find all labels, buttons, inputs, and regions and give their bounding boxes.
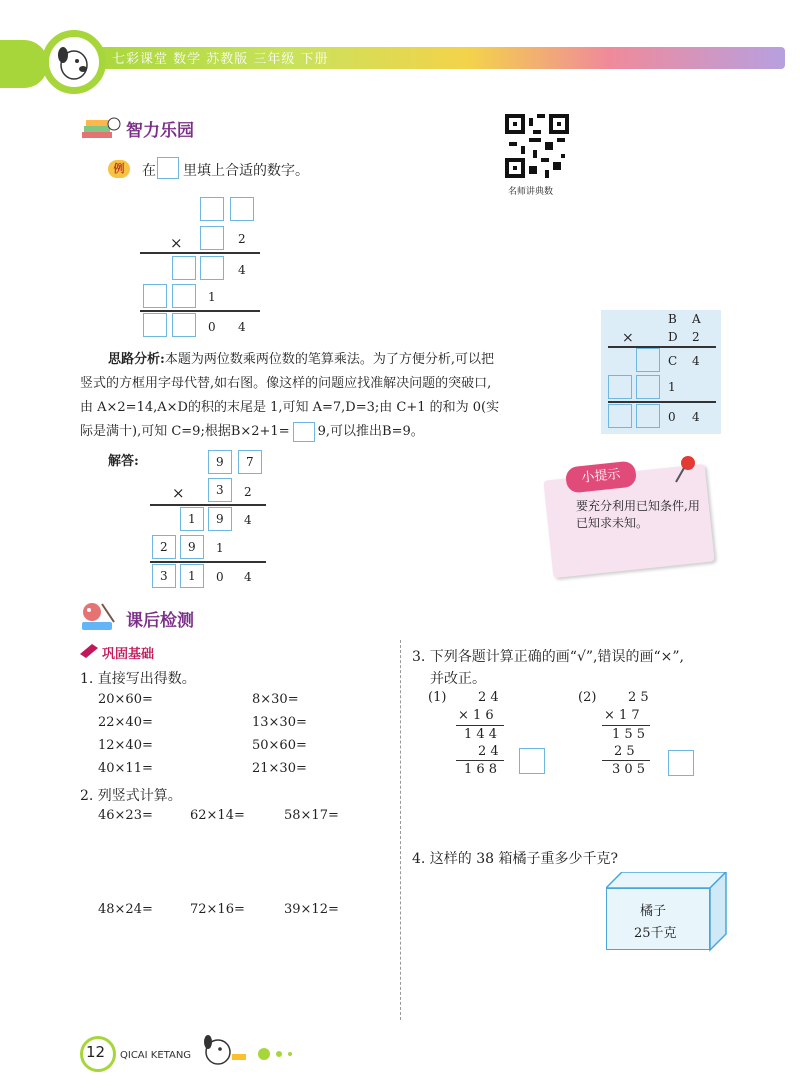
answer-row4-4: 4 — [244, 570, 252, 584]
q3-p1-b: × 1 6 — [458, 708, 494, 723]
q1-item-5: 12×40= — [98, 738, 153, 753]
subtag-basics: 巩固基础 — [102, 647, 155, 662]
crate-side-icon — [708, 872, 728, 952]
footer-dot-3 — [288, 1052, 292, 1056]
q3-p2-c: 1 5 5 — [612, 727, 646, 742]
letter-row4-0: 0 — [668, 410, 676, 424]
answer-row4-2: 1 — [188, 569, 196, 583]
letter-A: A — [692, 312, 701, 326]
question-suffix: 里填上合适的数字。 — [183, 163, 309, 179]
q3-p2-line-1 — [602, 725, 650, 726]
pencil-tag-icon — [80, 644, 98, 658]
answer-top-2: 7 — [246, 455, 254, 469]
answer-row4-3: 0 — [216, 570, 224, 584]
q1-item-1: 20×60= — [98, 692, 153, 707]
puzzle-box-r4a — [143, 313, 167, 337]
puzzle-box-C — [200, 256, 224, 280]
dog-mascot-icon — [49, 37, 99, 87]
q3-p1-answer-box[interactable] — [519, 748, 545, 774]
q4-title: 4. 这样的 38 箱橘子重多少千克? — [412, 851, 619, 867]
q1-item-2: 8×30= — [252, 692, 299, 707]
answer-row4-1: 3 — [160, 569, 168, 583]
puzzle-box-r3a — [143, 284, 167, 308]
puzzle-box-r4b — [172, 313, 196, 337]
puzzle-line-1 — [140, 252, 260, 254]
footer-dot-1 — [258, 1048, 270, 1060]
puzzle-row4-digit-1: 0 — [208, 320, 216, 334]
q2-item-1: 46×23= — [98, 808, 153, 823]
answer-mult-1: 3 — [216, 483, 224, 497]
puzzle-row2-digit: 4 — [238, 263, 246, 277]
q3-p2-b: × 1 7 — [604, 708, 640, 723]
analysis-block — [108, 348, 588, 372]
blank-box-sample — [157, 157, 179, 179]
question-prefix: 在 — [142, 163, 156, 179]
qr-caption: 名师讲典数 — [508, 187, 554, 197]
q1-item-3: 22×40= — [98, 715, 153, 730]
analysis-line-3: 由 A×2=14,A×D的积的末尾是 1,可知 A=7,D=3;由 C+1 的和为 0(实 — [80, 400, 500, 415]
letter-row3-1: 1 — [668, 380, 676, 394]
q1-item-6: 50×60= — [252, 738, 307, 753]
mascot-writing-icon — [78, 600, 120, 634]
q3-p1-c: 1 4 4 — [464, 727, 498, 742]
letter-box-r4b — [636, 404, 660, 428]
footer-dog-icon — [196, 1028, 256, 1068]
q3-p1-d: 2 4 — [478, 744, 499, 759]
q2-title: 2. 列竖式计算。 — [80, 788, 182, 804]
answer-row3-3: 1 — [216, 541, 224, 555]
footer-dot-2 — [276, 1051, 282, 1057]
puzzle-box-A — [230, 197, 254, 221]
letter-box-r2 — [636, 348, 660, 372]
answer-line-1 — [150, 504, 266, 506]
header-left-tab — [0, 40, 48, 88]
puzzle-line-2 — [140, 310, 260, 312]
footer-brand: QICAI KETANG — [120, 1050, 192, 1061]
q3-p2-line-2 — [602, 760, 650, 761]
q3-p2-a: 2 5 — [628, 690, 649, 705]
answer-mult-2: 2 — [244, 485, 252, 499]
q3-p1-line-1 — [456, 725, 504, 726]
section-title-homework: 课后检测 — [126, 611, 194, 631]
puzzle-row3-digit: 1 — [208, 290, 216, 304]
analysis-line-2: 竖式的方框用字母代替,如右图。像这样的问题应找准解决问题的突破口, — [80, 376, 492, 391]
q3-title-line-2: 并改正。 — [430, 671, 486, 687]
analysis-blank-box — [293, 422, 315, 442]
puzzle-box-D — [200, 226, 224, 250]
analysis-line-1: 思路分析:本题为两位数乘两位数的笔算乘法。为了方便分析,可以把 — [108, 352, 494, 367]
letter-D: D — [668, 330, 678, 344]
q1-title: 1. 直接写出得数。 — [80, 671, 196, 687]
books-icon — [80, 114, 122, 146]
q2-item-2: 62×14= — [190, 808, 245, 823]
q2-item-5: 72×16= — [190, 902, 245, 917]
letter-box-r4a — [608, 404, 632, 428]
answer-row2-2: 9 — [216, 512, 224, 526]
answer-label: 解答: — [108, 454, 139, 469]
q2-item-6: 39×12= — [284, 902, 339, 917]
puzzle-row4-digit-2: 4 — [238, 320, 246, 334]
answer-row3-1: 2 — [160, 540, 168, 554]
q3-p1-line-2 — [456, 760, 504, 761]
puzzle-box-r2a — [172, 256, 196, 280]
crate-weight: 25千克 — [634, 926, 677, 941]
answer-times: × — [172, 484, 185, 502]
letter-times: × — [622, 330, 634, 346]
q1-item-4: 13×30= — [252, 715, 307, 730]
letter-line-1 — [608, 346, 716, 348]
letter-line-2 — [608, 401, 716, 403]
header-mascot-ring — [42, 30, 106, 94]
answer-row2-3: 4 — [244, 513, 252, 527]
letter-row2-4: 4 — [692, 354, 700, 368]
letter-box-r3a — [608, 375, 632, 399]
letter-2: 2 — [692, 330, 700, 344]
q1-item-8: 21×30= — [252, 761, 307, 776]
q3-p1-e: 1 6 8 — [464, 762, 498, 777]
puzzle-times: × — [170, 234, 183, 252]
letter-C: C — [668, 354, 678, 368]
q3-p1-a: 2 4 — [478, 690, 499, 705]
letter-box-r3b — [636, 375, 660, 399]
letter-B: B — [668, 312, 677, 326]
answer-line-2 — [150, 561, 266, 563]
q3-p2-label: (2) — [578, 690, 597, 705]
q3-p2-d: 2 5 — [614, 744, 635, 759]
crate-label: 橘子 — [640, 904, 667, 919]
puzzle-box-r3b — [172, 284, 196, 308]
example-tag: 例 — [108, 160, 130, 178]
answer-row2-1: 1 — [188, 512, 196, 526]
q3-p1-label: (1) — [428, 690, 447, 705]
analysis-line-4: 际是满十),可知 C=9;根据B×2+1= 9,可以推出B=9。 — [80, 420, 590, 444]
q3-title-line-1: 3. 下列各题计算正确的画“√”,错误的画“×”, — [412, 649, 684, 665]
section-title-puzzle: 智力乐园 — [126, 121, 194, 141]
analysis-label: 思路分析: — [108, 352, 165, 367]
page-number: 12 — [86, 1043, 106, 1061]
answer-row3-2: 9 — [188, 540, 196, 554]
q3-p2-e: 3 0 5 — [612, 762, 646, 777]
hint-title: 小提示 — [565, 460, 637, 493]
q3-p2-answer-box[interactable] — [668, 750, 694, 776]
header-title: 七彩课堂 数学 苏教版 三年级 下册 — [112, 52, 329, 67]
qr-code-icon — [505, 114, 569, 178]
q2-item-4: 48×24= — [98, 902, 153, 917]
column-divider — [400, 640, 401, 1020]
puzzle-mult-digit: 2 — [238, 232, 246, 246]
answer-top-1: 9 — [216, 455, 224, 469]
letter-row4-4: 4 — [692, 410, 700, 424]
q1-item-7: 40×11= — [98, 761, 153, 776]
analysis-rest — [80, 372, 590, 444]
puzzle-box-B — [200, 197, 224, 221]
q2-item-3: 58×17= — [284, 808, 339, 823]
pushpin-icon — [672, 454, 700, 484]
hint-text: 要充分利用已知条件,用已知求未知。 — [576, 499, 700, 530]
